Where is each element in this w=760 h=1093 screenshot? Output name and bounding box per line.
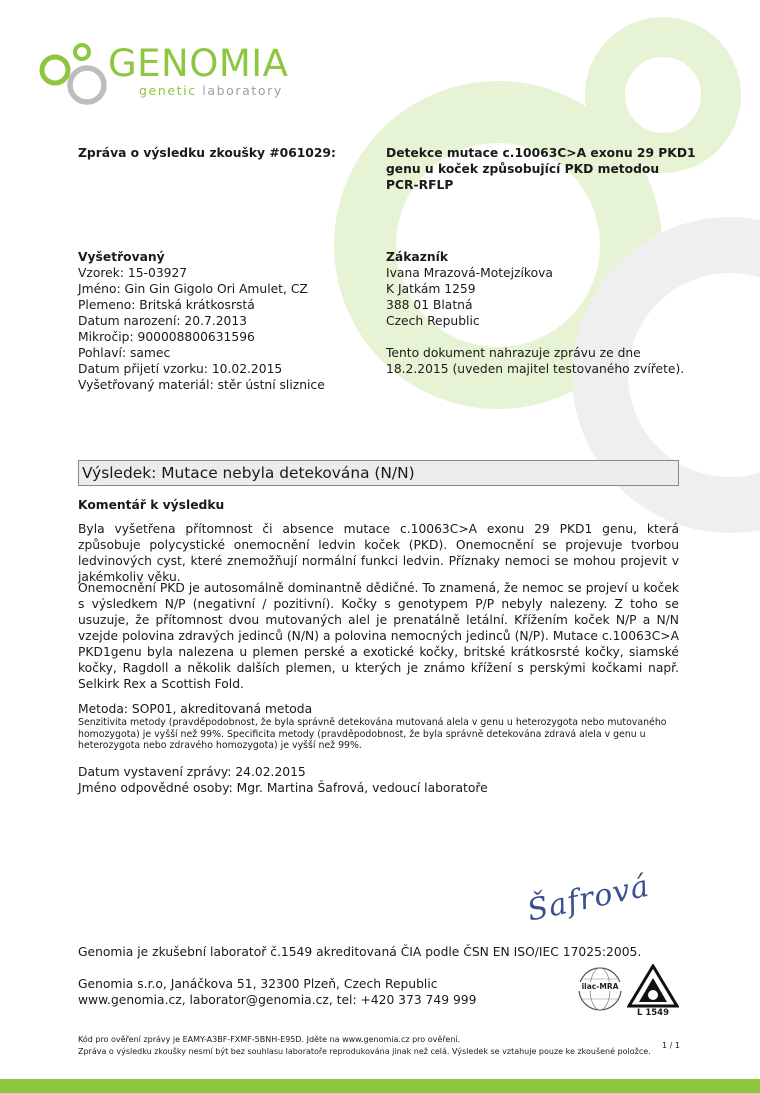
accreditation-statement: Genomia je zkušební laboratoř č.1549 akreditovaná ČIA podle ČSN EN ISO/IEC 17025:2005. bbox=[78, 945, 642, 959]
subject-material: Vyšetřovaný materiál: stěr ústní sliznice bbox=[78, 378, 325, 392]
subject-sample: Vzorek: 15-03927 bbox=[78, 266, 188, 280]
subject-birthdate: Datum narození: 20.7.2013 bbox=[78, 314, 248, 328]
ilac-mra-logo bbox=[577, 966, 623, 1012]
test-line-1: Detekce mutace c.10063C>A exonu 29 PKD1 bbox=[386, 146, 696, 160]
logo-mark bbox=[38, 40, 110, 110]
tagline-laboratory: laboratory bbox=[202, 83, 283, 98]
customer-city: 388 01 Blatná bbox=[386, 298, 473, 312]
report-title: Zpráva o výsledku zkoušky #061029: bbox=[78, 146, 336, 160]
customer-street: K Jatkám 1259 bbox=[386, 282, 476, 296]
subject-received-date: Datum přijetí vzorku: 10.02.2015 bbox=[78, 362, 283, 376]
customer-name: Ivana Mrazová-Motejzíkova bbox=[386, 266, 553, 280]
subject-block bbox=[78, 249, 325, 393]
comment-heading: Komentář k výsledku bbox=[78, 498, 225, 512]
replacement-note-2: 18.2.2015 (uveden majitel testovaného zvířete). bbox=[386, 362, 685, 376]
subject-microchip: Mikročip: 900008800631596 bbox=[78, 330, 255, 344]
cia-triangle-icon bbox=[627, 964, 679, 1008]
reproduction-disclaimer: Zpráva o výsledku zkoušky nesmí být bez souhlasu laboratoře reprodukována jinak než celá. Výsledek se vztahuje pouze ke zkoušené položce. bbox=[78, 1047, 651, 1056]
logo bbox=[38, 40, 328, 110]
brand-name: GENOMIA bbox=[108, 42, 289, 85]
ilac-label: ilac-MRA bbox=[577, 982, 623, 991]
customer-heading: Zákazník bbox=[386, 250, 448, 264]
company-address: Genomia s.r.o, Janáčkova 51, 32300 Plzeň, Czech Republic bbox=[78, 977, 438, 991]
result-label: Výsledek: bbox=[82, 464, 157, 482]
result-value: Mutace nebyla detekována (N/N) bbox=[161, 464, 415, 482]
result-box bbox=[78, 460, 679, 486]
customer-block bbox=[386, 249, 684, 377]
brand-tagline bbox=[139, 84, 283, 98]
cia-number: L 1549 bbox=[636, 1008, 670, 1018]
replacement-note-1: Tento dokument nahrazuje zprávu ze dne bbox=[386, 346, 641, 360]
subject-sex: Pohlaví: samec bbox=[78, 346, 171, 360]
method-line: Metoda: SOP01, akreditovaná metoda bbox=[78, 702, 313, 716]
page-number: 1 / 1 bbox=[662, 1041, 680, 1050]
tagline-genetic: genetic bbox=[139, 83, 197, 98]
comment-paragraph-1: Byla vyšetřena přítomnost či absence mutace c.10063C>A exonu 29 PKD1 genu, která způsobuje polycystické onemocnění ledvin koček (PKD). Onemocnění se projevuje tvorbou ledvinových cyst, které znemožňují normální funkci ledvin. Příznaky nemoci se mohou projevit v jakémkoliv věku. bbox=[78, 522, 679, 584]
subject-name: Jméno: Gin Gin Gigolo Ori Amulet, CZ bbox=[78, 282, 308, 296]
cia-logo bbox=[627, 964, 679, 1020]
method-sensitivity: Senzitivita metody (pravděpodobnost, že byla správně detekována mutovaná alela v genu u heterozygota nebo mutovaného homozygota) je vyšší než 99%. Specificita metody (pravděpodobnost, že byla správně detekována zdravá alela v genu u heterozygota nebo zdravého homozygota) je vyšší než 99%. bbox=[78, 717, 667, 751]
test-description bbox=[386, 145, 696, 193]
small-green-ring bbox=[605, 37, 721, 153]
issue-date: Datum vystavení zprávy: 24.02.2015 bbox=[78, 765, 306, 779]
test-line-3: PCR-RFLP bbox=[386, 178, 454, 192]
test-line-2: genu u koček způsobující PKD metodou bbox=[386, 162, 660, 176]
footer-green-bar bbox=[0, 1079, 760, 1093]
verification-code: Kód pro ověření zprávy je EAMY-A3BF-FXMF-5BNH-E95D. Jděte na www.genomia.cz pro ověření. bbox=[78, 1035, 461, 1044]
signature: Šafrová bbox=[524, 868, 653, 929]
customer-country: Czech Republic bbox=[386, 314, 480, 328]
company-contact: www.genomia.cz, laborator@genomia.cz, tel: +420 373 749 999 bbox=[78, 993, 477, 1007]
comment-paragraph-2: Onemocnění PKD je autosomálně dominantně dědičné. To znamená, že nemoc se projeví u koček s výsledkem N/P (negativní / pozitivní). Kočky s genotypem P/P nebyly nalezeny. Z toho se usuzuje, že přítomnost dvou mutovaných alel je prenatálně letální. Křížením koček N/P a N/N vzejde polovina zdravých jedinců (N/N) a polovina nemocných jedinců (N/P). Mutace c.10063C>A PKD1genu byla nalezena u plemen perské a exotické kočky, britské krátkosrsté kočky, siamské kočky, Ragdoll a několik dalších plemen, u kterých je známo křížení s perskými kočkami např. Selkirk Rex a Scottish Fold. bbox=[78, 581, 679, 691]
responsible-person: Jméno odpovědné osoby: Mgr. Martina Šafrová, vedoucí laboratoře bbox=[78, 781, 488, 795]
subject-heading: Vyšetřovaný bbox=[78, 250, 165, 264]
subject-breed: Plemeno: Britská krátkosrstá bbox=[78, 298, 255, 312]
